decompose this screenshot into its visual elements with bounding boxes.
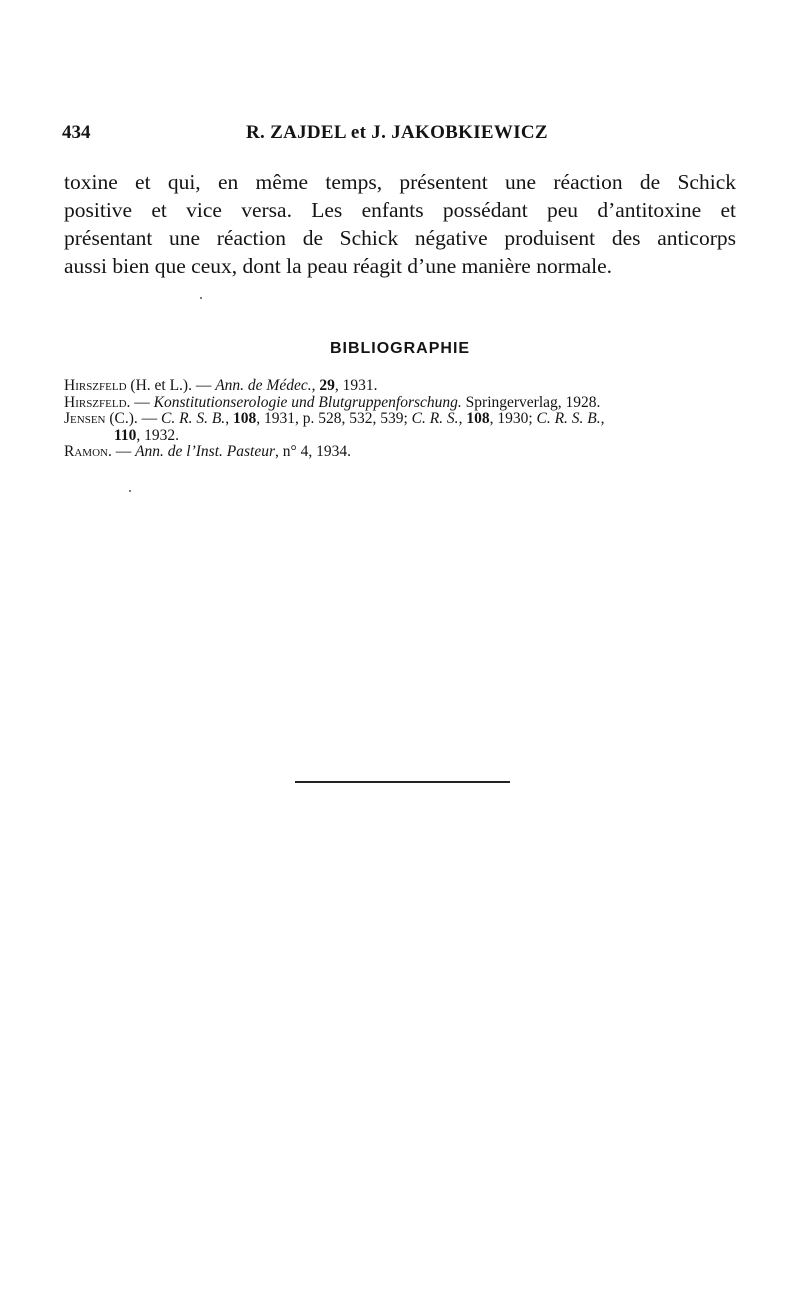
entry-author-extra: (H. et L.). — (126, 377, 216, 394)
body-paragraph (64, 168, 736, 280)
entry-volume: 29 (319, 377, 335, 394)
entry-separator: , (600, 410, 605, 427)
entry-journal: C. R. S. B. (161, 410, 226, 427)
print-speck (200, 297, 202, 299)
header-authors: R. ZAJDEL et J. JAKOBKIEWICZ (246, 122, 548, 143)
entry-rest: , 1930; (489, 410, 537, 427)
entry-volume: 108 (232, 410, 257, 427)
bibliography-title: BIBLIOGRAPHIE (329, 340, 471, 357)
entry-continuation (64, 428, 754, 445)
entry-author: Jensen (64, 410, 106, 427)
entry-journal: C. R. S. (411, 410, 459, 427)
entry-separator: , (311, 377, 320, 394)
entry-rest: , 1931, p. 528, 532, 539; (256, 410, 412, 427)
page-number: 434 (62, 122, 91, 143)
entry-volume: 108 (466, 410, 490, 427)
entry-rest: , 1931. (334, 377, 378, 394)
entry-journal: Ann. de l’Inst. Pasteur (135, 443, 275, 460)
bibliography-entry: Jensen (C.). — C. R. S. B., 108, 1931, p. 528, 532, 539; C. R. S., 108, 1930; C. R. S. B., 110, 1932. (64, 411, 754, 444)
body-line: aussi bien que ceux, dont la peau réagit d’une manière normale. (64, 254, 613, 278)
body-line: positive et vice versa. Les enfants possédant peu d’antitoxine et (64, 198, 736, 222)
entry-rest: , n° 4, 1934. (275, 443, 351, 460)
body-line: toxine et qui, en même temps, présentent une réaction de Schick (64, 170, 736, 194)
running-head (62, 122, 738, 148)
print-speck (129, 490, 131, 492)
entry-rest: , 1932. (136, 426, 180, 444)
end-rule-divider (295, 781, 510, 783)
bibliography-entry (64, 378, 754, 395)
entry-author-extra: (C.). — (105, 410, 162, 427)
entry-author-extra: . — (126, 393, 154, 411)
entry-author: Hirszfeld (64, 377, 127, 394)
bibliography-entry (64, 395, 754, 412)
body-line: présentant une réaction de Schick négative produisent des anticorps (64, 226, 736, 250)
entry-title: Konstitutionserologie und Blutgruppenforschung. (153, 393, 462, 411)
entry-journal: Ann. de Médec. (215, 377, 312, 394)
entry-author-extra: . — (107, 443, 136, 460)
bibliography-entry (64, 444, 754, 461)
entry-rest: Springerverlag, 1928. (461, 393, 601, 411)
entry-volume: 110 (114, 426, 137, 444)
entry-journal: C. R. S. B. (536, 410, 601, 427)
bibliography-list (64, 378, 754, 461)
entry-author: Hirszfeld (64, 393, 127, 411)
entry-author: Ramon (64, 443, 108, 460)
